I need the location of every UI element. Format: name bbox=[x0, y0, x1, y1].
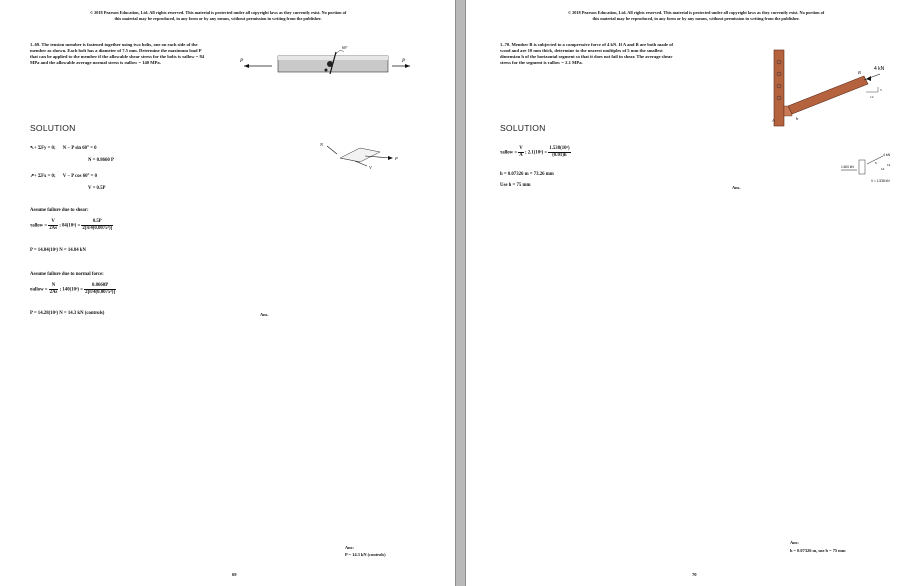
eq1-rhs-num: 1.538(10³) bbox=[549, 146, 570, 151]
normal-rhs-den: 2[π/4(0.0075²)] bbox=[85, 290, 115, 295]
bolt-icon bbox=[327, 61, 333, 67]
fbd-normal-label: N bbox=[320, 142, 324, 147]
normal-frac-num: N bbox=[49, 283, 59, 290]
copyright-notice bbox=[28, 10, 408, 22]
eq3: Use h = 75 mm bbox=[500, 183, 531, 188]
fbd-ratio-top: 5 bbox=[875, 161, 877, 165]
answer-box-label: Ans: bbox=[345, 545, 354, 550]
free-body-diagram bbox=[315, 138, 405, 173]
shear-lhs: τallow = bbox=[30, 223, 48, 229]
problem-statement: 1–69. The tension member is fastened together using two bolts, one on each side of the member as shown. Each bolt has a diameter of 7.5 mm. Determine the maximum load P that can be applied to the member if the allowable shear stress for the bolts is τallow = 84 MPa and the allowable average normal stress is σallow = 140 MPa. bbox=[30, 42, 205, 66]
fbd-block bbox=[859, 160, 865, 174]
label-b: B bbox=[858, 70, 861, 75]
answer-mark: Ans. bbox=[732, 185, 741, 190]
copyright-notice bbox=[506, 10, 886, 22]
eq1-fraction bbox=[518, 146, 523, 159]
fbd-section bbox=[340, 148, 380, 162]
shear-rhs-fraction bbox=[81, 219, 113, 232]
copyright-line-1: © 2018 Pearson Education, Ltd. All rights reserved. This material is protected under all copyright laws as they currently exist. No portion of bbox=[567, 10, 825, 15]
eq1-lhs: τallow = bbox=[500, 150, 518, 156]
left-load-label: P bbox=[240, 59, 244, 64]
normal-mid: ; 140(10⁶) = bbox=[59, 287, 83, 293]
fbd-load-label: P bbox=[395, 156, 398, 161]
normal-result: P = 14.28(10³) N = 14.3 kN (controls) bbox=[30, 311, 105, 316]
shear-fraction bbox=[48, 219, 58, 232]
equilibrium-eq-y bbox=[30, 146, 97, 152]
slope-run: 12 bbox=[870, 95, 874, 99]
eq1-rhs-fraction bbox=[548, 146, 570, 159]
shear-equation bbox=[30, 219, 113, 232]
member-b bbox=[788, 76, 868, 114]
shear-result: P = 14.84(10³) N = 14.84 kN bbox=[30, 248, 86, 253]
normal-heading: Assume failure due to normal force: bbox=[30, 272, 104, 277]
eq1-frac-den: A bbox=[519, 153, 523, 158]
answer-box bbox=[345, 545, 386, 557]
shear-heading: Assume failure due to shear: bbox=[30, 208, 89, 213]
fbd-force-label: 4 kN bbox=[883, 153, 891, 157]
normal-equation bbox=[30, 283, 116, 296]
bolt-icon-lower bbox=[325, 69, 328, 72]
angle-arc bbox=[336, 50, 344, 54]
eq2: V − P cos 60° = 0 bbox=[62, 174, 97, 179]
member-highlight bbox=[278, 56, 388, 60]
copyright-line-1: © 2018 Pearson Education, Ltd. All rights reserved. This material is protected under all copyright laws as they currently exist. No portion of bbox=[89, 10, 347, 15]
answer-box-label: Ans: bbox=[790, 540, 799, 545]
fbd-vertical-label: V = 1.538 kN bbox=[871, 179, 890, 183]
eq1-result: N = 0.8660 P bbox=[88, 158, 114, 163]
tension-member-figure bbox=[240, 40, 415, 80]
eq2: h = 0.07326 m = 73.26 mm bbox=[500, 172, 554, 177]
free-body-diagram bbox=[841, 146, 921, 186]
right-load-label: P bbox=[402, 59, 406, 64]
left-page bbox=[0, 0, 455, 586]
fbd-normal-arrow bbox=[327, 146, 337, 154]
fbd-ratio-side: 12 bbox=[881, 167, 885, 171]
wood-member-figure bbox=[766, 40, 896, 130]
label-a: A bbox=[772, 118, 775, 123]
equilibrium-eq-x bbox=[30, 174, 97, 180]
left-arrow-head bbox=[244, 64, 249, 68]
answer-box-value: h = 0.07326 m, use h = 75 mm bbox=[790, 548, 846, 553]
normal-lhs: σallow = bbox=[30, 287, 48, 293]
eq1-label: ↖+ ΣFy = 0; bbox=[30, 146, 56, 151]
fbd-ratio-hyp: 13 bbox=[887, 163, 891, 167]
page-gutter bbox=[455, 0, 466, 586]
shear-equation bbox=[500, 146, 571, 159]
normal-rhs-fraction bbox=[84, 283, 116, 296]
copyright-line-2: this material may be reproduced, in any form or by any means, without permission in writing from the publisher. bbox=[592, 16, 800, 21]
page-number: 69 bbox=[232, 572, 237, 577]
normal-fraction bbox=[49, 283, 59, 296]
page-number: 70 bbox=[692, 572, 697, 577]
answer-box bbox=[790, 540, 846, 553]
copyright-line-2: this material may be reproduced, in any form or by any means, without permission in writing from the publisher. bbox=[114, 16, 322, 21]
fbd-horizontal-label: 1.600 kN bbox=[841, 165, 854, 169]
right-arrow-head bbox=[405, 64, 410, 68]
eq2-label: ↗+ ΣFx = 0; bbox=[30, 174, 56, 179]
angle-label: 60° bbox=[342, 45, 348, 50]
label-h: h bbox=[796, 116, 799, 121]
eq1: N − P sin 60° = 0 bbox=[62, 146, 97, 151]
shear-rhs-num: 0.5P bbox=[81, 219, 113, 226]
shear-rhs-den: 2[π/4(0.0075²)] bbox=[82, 226, 113, 231]
eq1-frac-num: V bbox=[519, 146, 523, 151]
solution-heading: SOLUTION bbox=[500, 123, 546, 133]
problem-statement: 1–70. Member B is subjected to a compressive force of 4 kN. If A and B are both made of wood and are 10 mm thick, determine to the nearest multiples of 5 mm the smallest dimension h of the horizontal segment so that it does not fail in shear. The average shear stress for the segment is τallow = 2.1 MPa. bbox=[500, 42, 674, 66]
eq1-rhs-den: (0.01)h bbox=[552, 153, 567, 158]
shear-frac-den: 2As bbox=[49, 226, 58, 231]
right-page bbox=[466, 0, 924, 586]
shear-frac-num: V bbox=[48, 219, 58, 226]
force-label: 4 kN bbox=[874, 66, 885, 72]
answer-mark: Ans. bbox=[260, 312, 269, 317]
slope-rise: 5 bbox=[880, 88, 882, 92]
normal-frac-den: 2As bbox=[49, 290, 58, 295]
answer-box-value: P = 14.3 kN (controls) bbox=[345, 552, 386, 557]
eq2-result: V = 0.5P bbox=[88, 186, 106, 191]
eq1-mid: ; 2.1(10⁶) = bbox=[524, 150, 548, 156]
shear-mid: ; 84(10⁶) = bbox=[59, 223, 81, 229]
fbd-shear-label: V bbox=[369, 165, 372, 170]
solution-heading: SOLUTION bbox=[30, 123, 76, 133]
normal-rhs-num: 0.8660P bbox=[84, 283, 116, 290]
